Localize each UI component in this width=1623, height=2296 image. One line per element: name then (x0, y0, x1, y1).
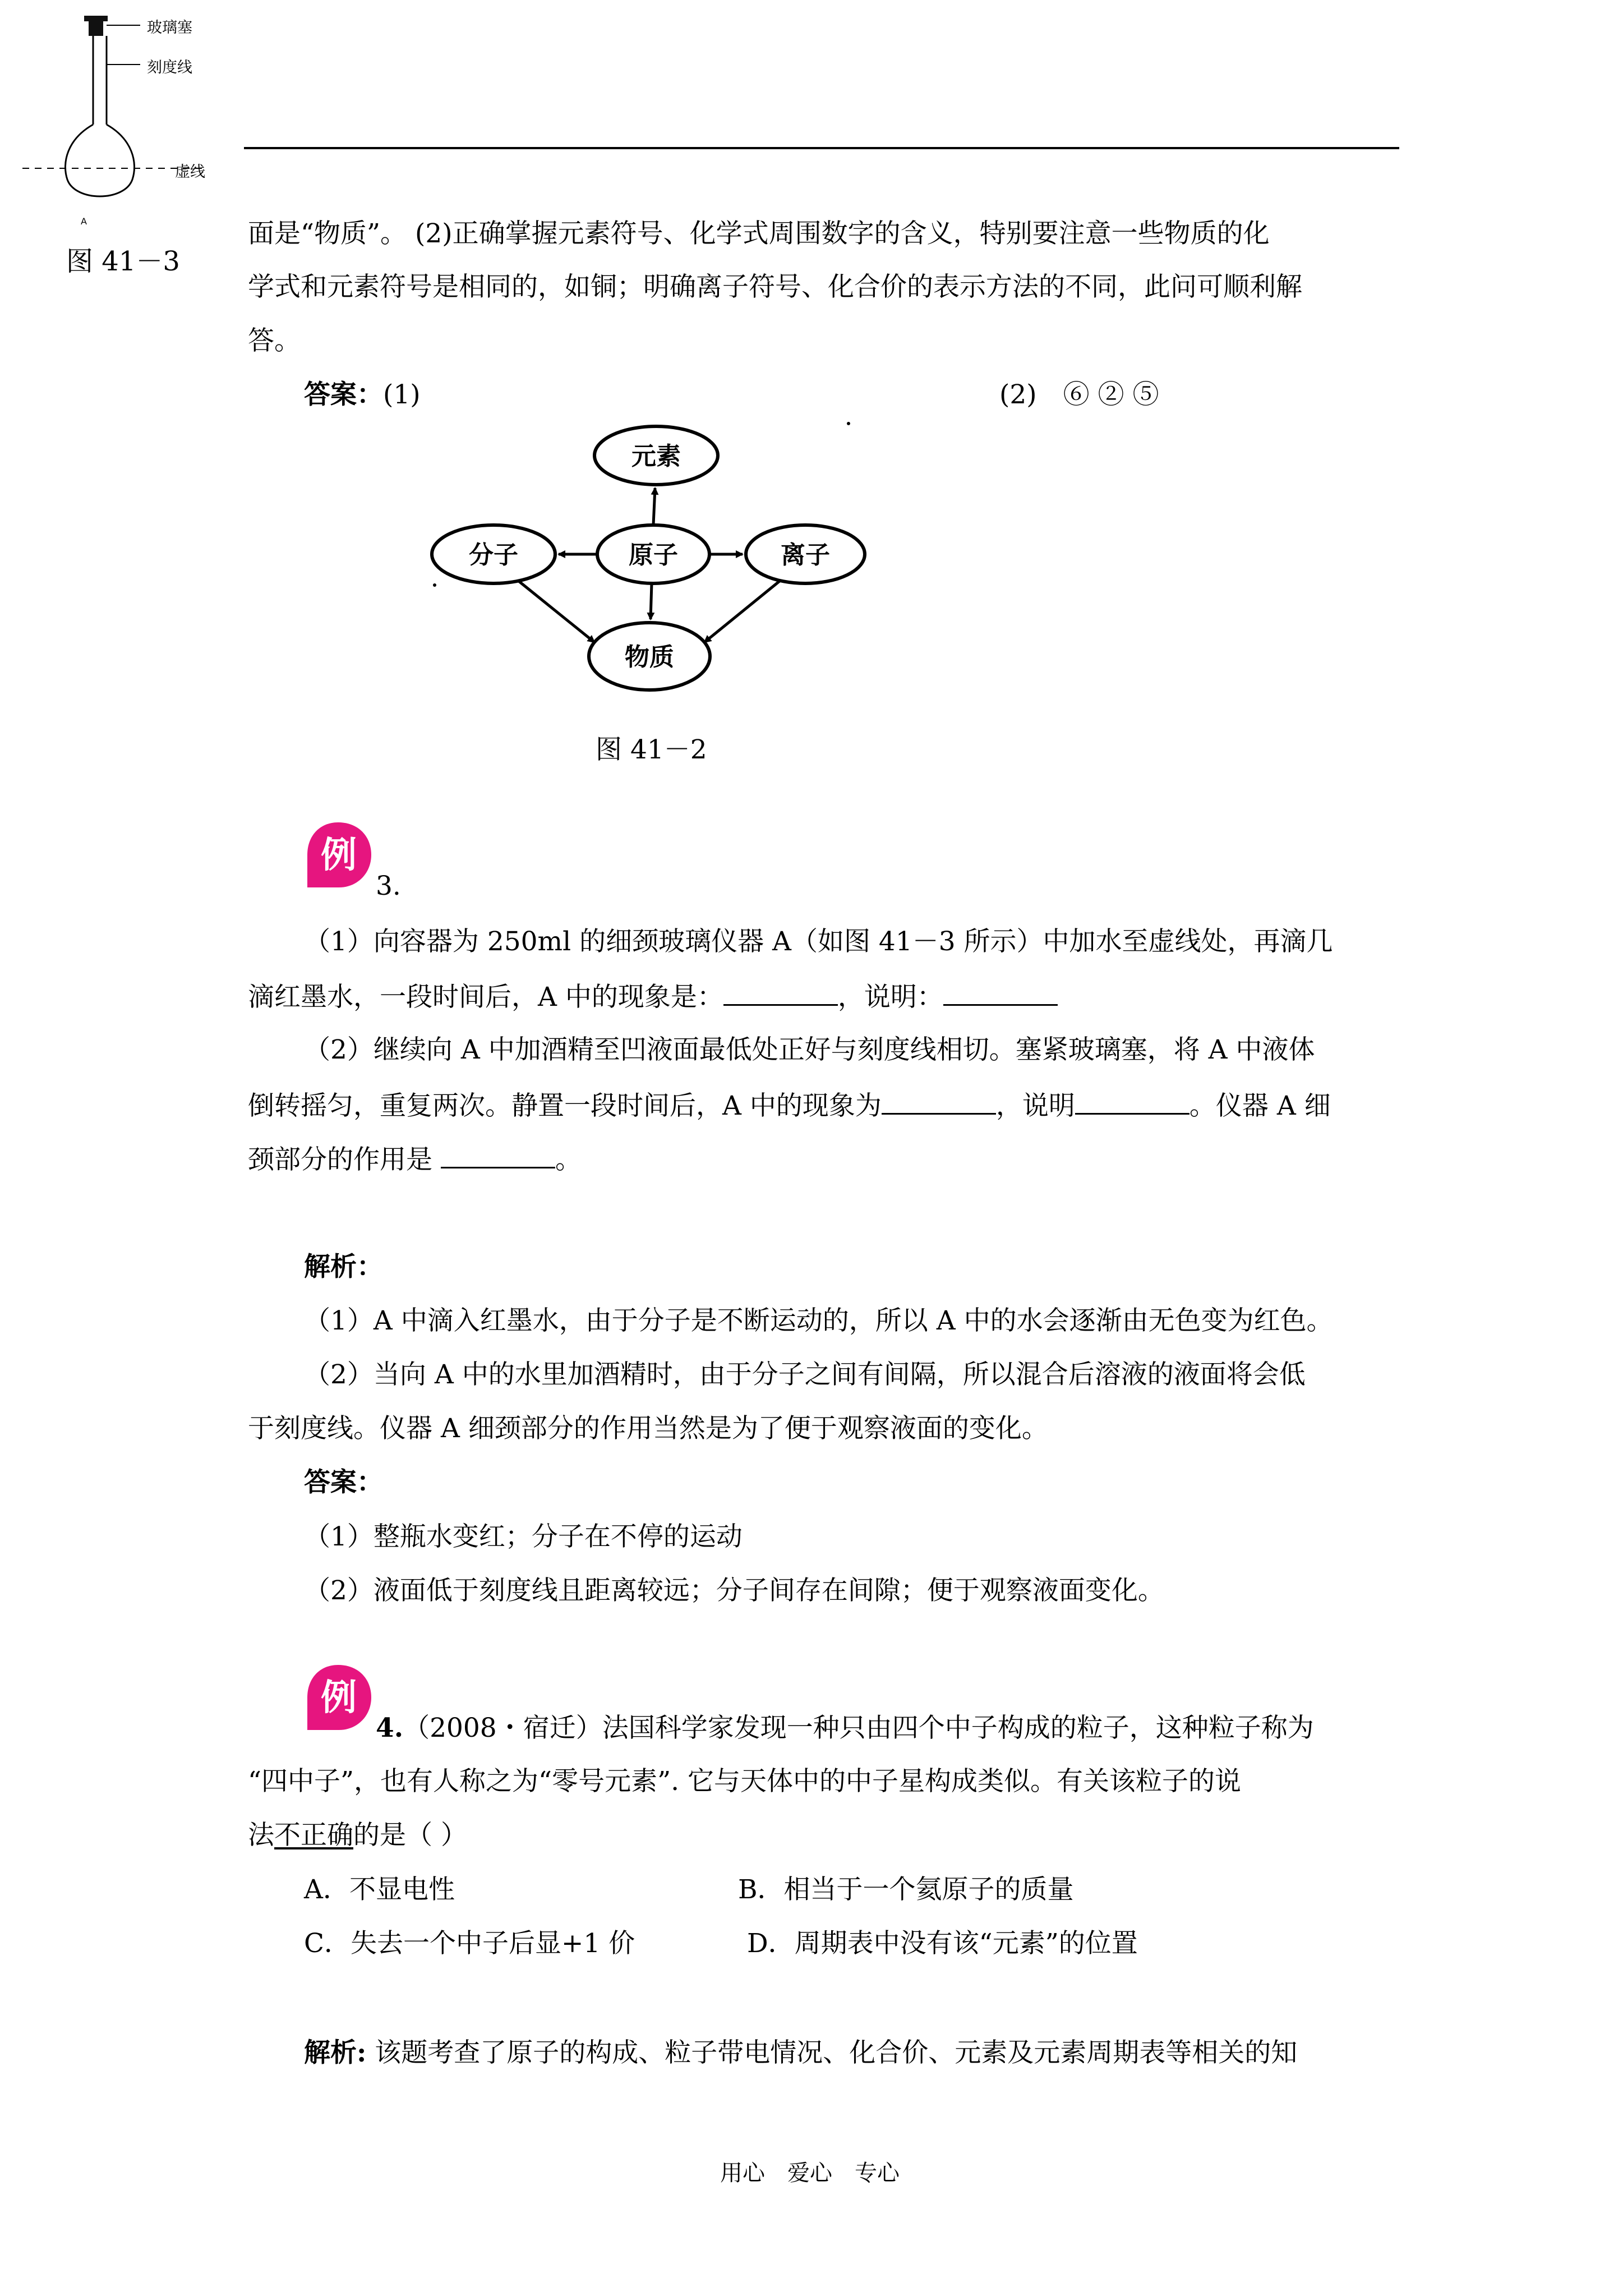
ex3-q2-line1: （2）继续向 A 中加酒精至凹液面最低处正好与刻度线相切。塞紧玻璃塞，将 A 中液体 (304, 1034, 1315, 1065)
intro-line-3: 答。 (248, 325, 301, 356)
ex4-option-b: B．相当于一个氦原子的质量 (738, 1874, 1074, 1905)
ex3-answer-1: （1）整瓶水变红；分子在不停的运动 (304, 1521, 743, 1552)
ex3-q2-text-d: 颈部分的作用是 (248, 1144, 441, 1175)
ex3-q2-line2 (248, 1091, 1331, 1119)
node-matter-label: 物质 (625, 643, 674, 671)
intro-line-2: 学式和元素符号是相同的，如铜；明确离子符号、化合价的表示方法的不同，此问可顺利解 (248, 272, 1302, 302)
ex4-q-text-3b: 的是（ ） (353, 1820, 467, 1851)
answer-1-label: 答案： (304, 379, 383, 410)
ex3-blank-1 (723, 982, 838, 1006)
ex4-question-line2: “四中子”，也有人称之为“零号元素”. 它与天体中的中子星构成类似。有关该粒子的说 (248, 1766, 1241, 1797)
concept-diagram (426, 415, 875, 707)
ex4-option-a: A．不显电性 (304, 1874, 455, 1905)
arrow-molecule-matter (519, 581, 594, 642)
arrow-ion-matter (704, 581, 780, 642)
ex4-option-d: D．周期表中没有该“元素”的位置 (747, 1928, 1138, 1959)
fig-41-2-caption: 图 41－2 (596, 734, 707, 765)
flask-label-point: A (81, 216, 87, 227)
header-rule (244, 147, 1399, 149)
ex3-blank-4 (1075, 1091, 1189, 1115)
example-4-icon-char: 例 (321, 1677, 357, 1719)
example-3-icon-char: 例 (321, 835, 357, 876)
ex3-q1-text-b: ，说明： (837, 982, 943, 1013)
example-3-number: 3. (376, 871, 401, 901)
ex3-analysis-label: 解析： (304, 1251, 383, 1282)
example-3-icon (302, 819, 375, 892)
ex3-analysis-2b: 于刻度线。仪器 A 细颈部分的作用当然是为了便于观察液面的变化。 (248, 1413, 1048, 1444)
arrow-atom-matter (651, 583, 652, 619)
ex3-blank-3 (882, 1091, 996, 1115)
ex4-question-line3 (248, 1820, 467, 1851)
ex3-blank-2 (943, 982, 1058, 1006)
ex3-q2-text-b: ，说明 (995, 1091, 1075, 1121)
ex3-analysis-1: （1）A 中滴入红墨水，由于分子是不断运动的，所以 A 中的水会逐渐由无色变为红色。 (304, 1305, 1333, 1336)
ex3-answer-2: （2）液面低于刻度线且距离较远；分子间存在间隙；便于观察液面变化。 (304, 1575, 1164, 1606)
ex3-analysis-2a: （2）当向 A 中的水里加酒精时，由于分子之间有间隔，所以混合后溶液的液面将会低 (304, 1359, 1306, 1390)
example-4-icon (302, 1662, 375, 1734)
ex3-q1-line2 (248, 982, 1058, 1013)
ex4-q-text-1: （2008・宿迁）法国科学家发现一种只由四个中子构成的粒子，这种粒子称为 (403, 1713, 1314, 1743)
ex3-q2-line3 (248, 1144, 582, 1173)
node-atom-label: 原子 (629, 541, 678, 569)
ex3-q2-text-c: 。仪器 A 细 (1189, 1091, 1331, 1121)
answer-1-row (304, 381, 421, 408)
ex3-q2-text-a: 倒转摇匀，重复两次。静置一段时间后，A 中的现象为 (248, 1091, 882, 1121)
arrow-atom-element (653, 488, 655, 525)
node-molecule-label: 分子 (469, 541, 518, 569)
flask-figure (17, 0, 230, 236)
flask-label-scale-line: 刻度线 (147, 59, 192, 76)
flask-label-dashed-line: 虚线 (175, 163, 205, 181)
answer-1-part1: (1) (383, 379, 421, 410)
ex4-q-text-3a: 法 (248, 1820, 274, 1851)
ex3-answer-label: 答案： (304, 1467, 383, 1498)
node-ion-label: 离子 (781, 541, 830, 569)
ex4-question-line1 (376, 1715, 1314, 1741)
ex4-q-underlined: 不正确 (274, 1820, 353, 1851)
example-4-number: 4. (376, 1713, 404, 1743)
page-footer: 用心 爱心 专心 (720, 2160, 900, 2186)
ex4-analysis-row (304, 2037, 1298, 2068)
answer-1-part2: (2) ⑥ ② ⑤ (999, 379, 1159, 410)
ex3-blank-5 (441, 1144, 555, 1168)
fig-41-3-caption: 图 41－3 (66, 246, 180, 277)
node-element-label: 元素 (631, 442, 681, 471)
ex4-analysis-label: 解析: (304, 2037, 367, 2068)
ex3-q1-text-a: 滴红墨水，一段时间后，A 中的现象是： (248, 982, 723, 1013)
ex3-q2-text-e: 。 (555, 1144, 582, 1175)
ex4-analysis-text: 该题考查了原子的构成、粒子带电情况、化合价、元素及元素周期表等相关的知 (366, 2037, 1298, 2068)
flask-label-stopper: 玻璃塞 (147, 19, 192, 36)
ex3-q1-line1: （1）向容器为 250ml 的细颈玻璃仪器 A（如图 41－3 所示）中加水至虚线处，再滴几 (304, 926, 1333, 957)
intro-line-1: 面是“物质”。 (2)正确掌握元素符号、化学式周围数字的含义，特别要注意一些物质的化 (248, 218, 1270, 249)
ex4-option-c: C．失去一个中子后显+1 价 (304, 1928, 635, 1959)
